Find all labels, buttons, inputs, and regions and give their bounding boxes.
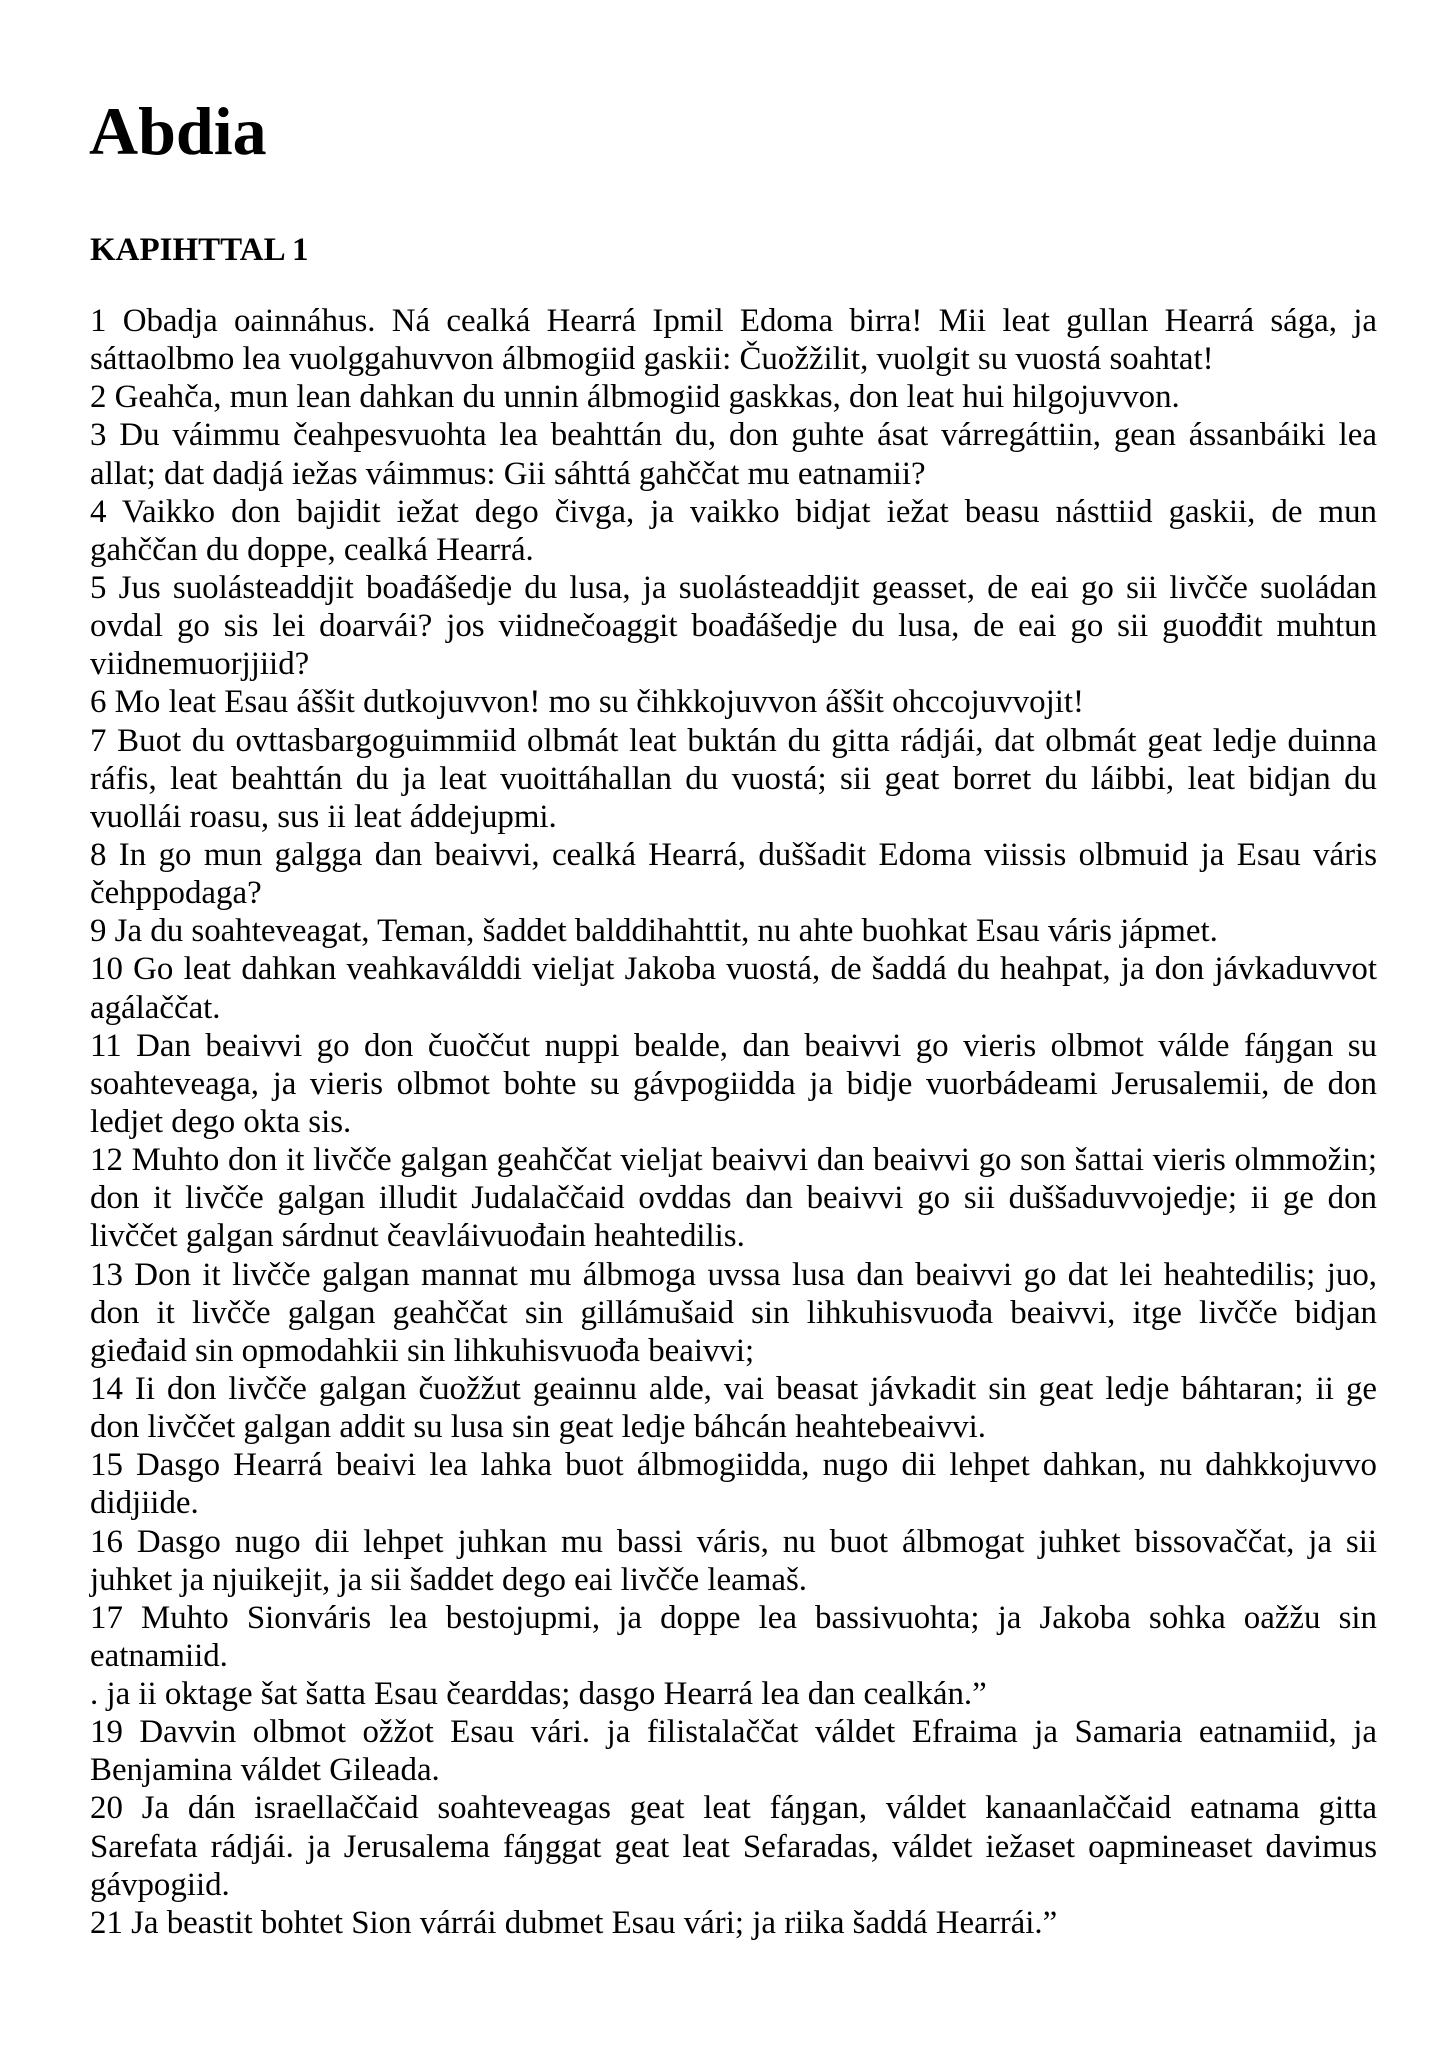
verse-15 — [90, 1446, 1377, 1522]
verse-line: soahteveaga, ja vieris olbmot bohte su gávpogiidda ja bidje vuorbádeami Jerusalemii, de don — [90, 1065, 1377, 1102]
verse-2 — [90, 378, 1377, 416]
verse-line: eatnamiid. — [90, 1637, 228, 1674]
verse-9 — [90, 912, 1377, 950]
verse-line: vuollái roasu, sus ii leat áddejupmi. — [90, 798, 557, 835]
verse-17 — [90, 1599, 1377, 1675]
verse-1 — [90, 302, 1377, 378]
verse-14 — [90, 1370, 1377, 1446]
verse-line: 6 Mo leat Esau áššit dutkojuvvon! mo su čihkkojuvvon áššit ohccojuvvojit! — [90, 684, 1084, 721]
verse-line: gieđaid sin opmodahkii sin lihkuhisvuođa beaivvi; — [90, 1332, 755, 1369]
verse-line: čehppodaga? — [90, 875, 262, 912]
verse-line: 21 Ja beastit bohtet Sion várrái dubmet Esau vári; ja riika šaddá Hearrái.” — [90, 1904, 1058, 1941]
verse-line: ovdal go sis lei doarvái? jos viidnečoaggit boađášedje du lusa, de eai go sii guođđit muhtun — [90, 608, 1377, 645]
chapter-heading: KAPIHTTAL 1 — [90, 232, 309, 268]
verse-13 — [90, 1256, 1377, 1370]
verse-line: 15 Dasgo Hearrá beaivi lea lahka buot álbmogiidda, nugo dii lehpet dahkan, nu dahkkojuvvo — [90, 1447, 1377, 1484]
verse-line: gávpogiid. — [90, 1866, 230, 1903]
verse-line: 13 Don it livčče galgan mannat mu álbmoga uvssa lusa dan beaivvi go dat lei heahtedilis; juo, — [90, 1256, 1377, 1293]
verse-4 — [90, 493, 1377, 569]
verse-line: Benjamina váldet Gileada. — [90, 1752, 440, 1789]
verse-20 — [90, 1789, 1377, 1903]
verse-8 — [90, 836, 1377, 912]
verse-line: allat; dat dadjá iežas váimmus: Gii sáhttá gahččat mu eatnamii? — [90, 455, 926, 492]
verse-12 — [90, 1141, 1377, 1255]
verse-3 — [90, 416, 1377, 492]
verse-line: don livččet galgan addit su lusa sin geat ledje báhcán heahtebeaivvi. — [90, 1409, 986, 1446]
book-title: Abdia — [89, 93, 267, 169]
verse-6 — [90, 683, 1377, 721]
verse-line: 8 In go mun galgga dan beaivvi, cealká Hearrá, duššadit Edoma viissis olbmuid ja Esau váris — [90, 836, 1377, 873]
verse-line: don it livčče galgan geahččat sin gillámušaid sin lihkuhisvuođa beaivvi, itge livčče bidjan — [90, 1294, 1377, 1331]
verse-21 — [90, 1904, 1377, 1942]
verse-line: 3 Du váimmu čeahpesvuohta lea beahttán du, don guhte ásat várregáttiin, gean ássanbáiki lea — [90, 417, 1377, 454]
verse-16 — [90, 1523, 1377, 1599]
verse-line: Sarefata rádjái. ja Jerusalema fáŋggat geat leat Sefaradas, váldet iežaset oapmineaset davimus — [90, 1828, 1377, 1865]
verse-line: 7 Buot du ovttasbargoguimmiid olbmát leat buktán du gitta rádjái, dat olbmát geat ledje duinna — [90, 722, 1377, 759]
verse-11 — [90, 1027, 1377, 1141]
verse-line: 11 Dan beaivvi go don čuoččut nuppi bealde, dan beaivvi go vieris olbmot válde fáŋgan su — [90, 1027, 1377, 1064]
verse-line: didjiide. — [90, 1485, 199, 1522]
verse-line: 1 Obadja oainnáhus. Ná cealká Hearrá Ipmil Edoma birra! Mii leat gullan Hearrá sága, ja — [90, 303, 1377, 339]
verse-line: juhket ja njuikejit, ja sii šaddet dego eai livčče leamaš. — [90, 1561, 807, 1598]
verse-line: livččet galgan sárdnut čeavláivuođain heahtedilis. — [90, 1218, 745, 1255]
verse-10 — [90, 950, 1377, 1026]
verse-line: 5 Jus suolásteaddjit boađášedje du lusa, ja suolásteaddjit geasset, de eai go sii livčče suoládan — [90, 569, 1377, 606]
verse-line: 20 Ja dán israellaččaid soahteveagas geat leat fáŋgan, váldet kanaanlaččaid eatnama gitta — [90, 1790, 1377, 1827]
verse-18 — [90, 1675, 1377, 1713]
verse-line: 17 Muhto Sionváris lea bestojupmi, ja doppe lea bassivuohta; ja Jakoba sohka oažžu sin — [90, 1599, 1377, 1636]
verse-line: 14 Ii don livčče galgan čuožžut geainnu alde, vai beasat jávkadit sin geat ledje báhtaran; ii ge — [90, 1370, 1377, 1407]
verse-line: gahččan du doppe, cealká Hearrá. — [90, 531, 534, 568]
verse-line: sáttaolbmo lea vuolggahuvvon álbmogiid gaskii: Čuožžilit, vuolgit su vuostá soahtat! — [90, 341, 1214, 378]
verse-line: 4 Vaikko don bajidit iežat dego čivga, ja vaikko bidjat iežat beasu násttiid gaskii, de mun — [90, 493, 1377, 530]
verse-line: agálaččat. — [90, 989, 221, 1026]
verse-line: 12 Muhto don it livčče galgan geahččat vieljat beaivvi dan beaivvi go son šattai vieris olmmožin; — [90, 1142, 1377, 1179]
chapter-text — [90, 302, 1377, 1942]
verse-5 — [90, 569, 1377, 683]
verse-19 — [90, 1713, 1377, 1789]
verse-line: . ja ii oktage šat šatta Esau čearddas; dasgo Hearrá lea dan cealkán.” — [90, 1676, 987, 1713]
verse-line: don it livčče galgan illudit Judalaččaid ovddas dan beaivvi go sii duššaduvvojedje; ii ge don — [90, 1180, 1377, 1217]
verse-7 — [90, 722, 1377, 836]
verse-line: 19 Davvin olbmot ožžot Esau vári. ja filistalaččat váldet Efraima ja Samaria eatnamiid, ja — [90, 1714, 1377, 1751]
verse-line: ledjet dego okta sis. — [90, 1103, 352, 1140]
verse-line: 10 Go leat dahkan veahkaválddi vieljat Jakoba vuostá, de šaddá du heahpat, ja don jávkaduvvot — [90, 951, 1377, 988]
verse-line: viidnemuorjjiid? — [90, 646, 310, 683]
verse-line: 2 Geahča, mun lean dahkan du unnin álbmogiid gaskkas, don leat hui hilgojuvvon. — [90, 379, 1180, 416]
verse-line: 9 Ja du soahteveagat, Teman, šaddet balddihahttit, nu ahte buohkat Esau váris jápmet. — [90, 913, 1218, 950]
verse-line: 16 Dasgo nugo dii lehpet juhkan mu bassi váris, nu buot álbmogat juhket bissovaččat, ja sii — [90, 1523, 1377, 1560]
verse-line: ráfis, leat beahttán du ja leat vuoittáhallan du vuostá; sii geat borret du láibbi, leat bidjan du — [90, 760, 1377, 797]
